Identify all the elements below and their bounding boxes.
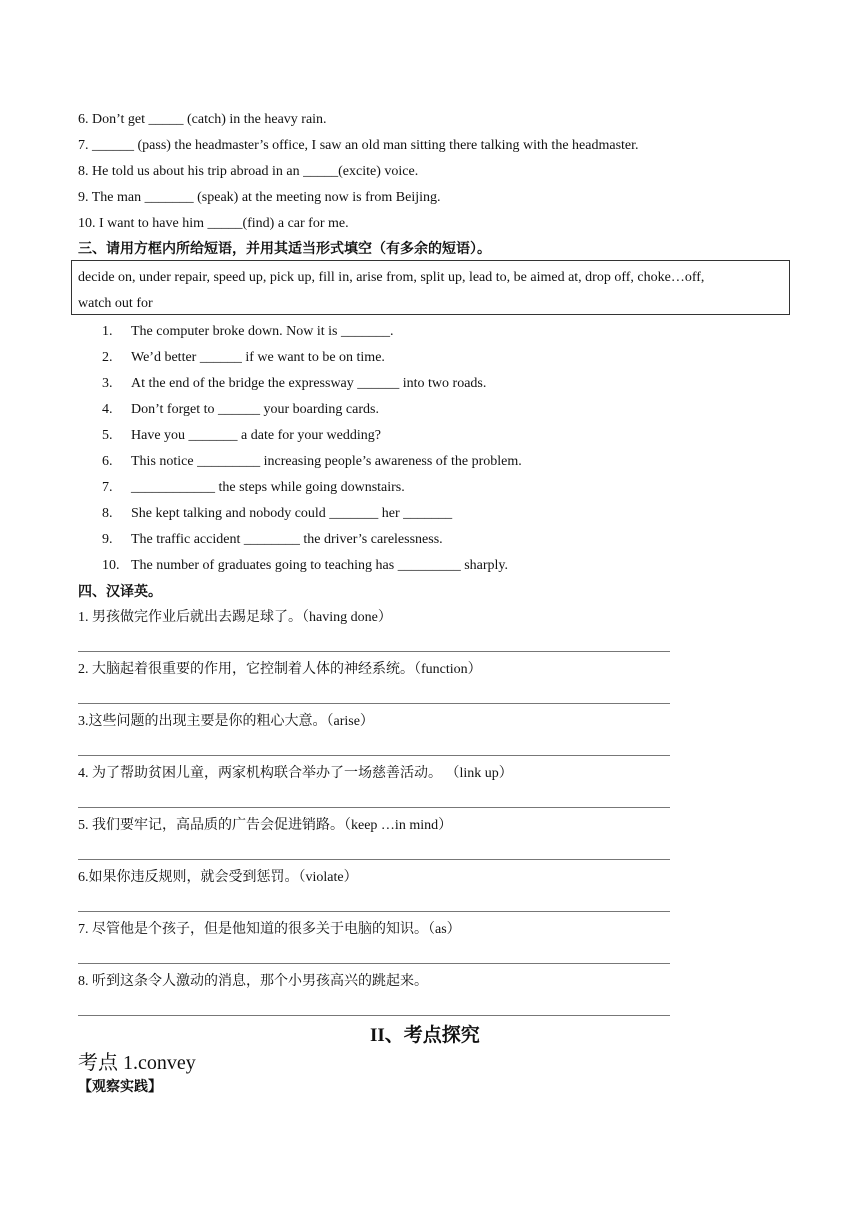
phrase-box-line: decide on, under repair, speed up, pick up, fill in, arise from, split up, lead to, be aimed at, drop off, choke…off, — [78, 270, 705, 285]
exercise-line: 10. I want to have him _____(find) a car for me. — [78, 216, 349, 231]
list-item: We’d better ______ if we want to be on time. — [131, 350, 385, 365]
item-number: 9. — [102, 532, 113, 547]
list-item: Have you _______ a date for your wedding? — [131, 428, 381, 443]
item-number: 5. — [102, 428, 113, 443]
answer-line[interactable] — [78, 911, 670, 912]
translation-prompt: 7. 尽管他是个孩子，但是他知道的很多关于电脑的知识。（as） — [78, 922, 461, 937]
item-number: 10. — [102, 558, 120, 573]
item-number: 6. — [102, 454, 113, 469]
item-number: 8. — [102, 506, 113, 521]
subsection-label: 【观察实践】 — [78, 1079, 162, 1095]
list-item: The traffic accident ________ the driver’s carelessness. — [131, 532, 443, 547]
section-title: II、考点探究 — [370, 1025, 480, 1046]
item-number: 4. — [102, 402, 113, 417]
list-item: The computer broke down. Now it is _______. — [131, 324, 394, 339]
section-heading: 三、请用方框内所给短语，并用其适当形式填空（有多余的短语）。 — [78, 241, 491, 257]
exercise-line: 6. Don’t get _____ (catch) in the heavy rain. — [78, 112, 327, 127]
translation-prompt: 8. 听到这条令人激动的消息，那个小男孩高兴的跳起来。 — [78, 974, 428, 989]
answer-line[interactable] — [78, 859, 670, 860]
item-number: 3. — [102, 376, 113, 391]
item-number: 1. — [102, 324, 113, 339]
item-number: 2. — [102, 350, 113, 365]
translation-prompt: 5. 我们要牢记，高品质的广告会促进销路。（keep …in mind） — [78, 818, 453, 833]
list-item: This notice _________ increasing people’s awareness of the problem. — [131, 454, 522, 469]
item-number: 7. — [102, 480, 113, 495]
exercise-line: 7. ______ (pass) the headmaster’s office, I saw an old man sitting there talking with the headmaster. — [78, 138, 639, 153]
list-item: At the end of the bridge the expressway ______ into two roads. — [131, 376, 487, 391]
list-item: She kept talking and nobody could _______ her _______ — [131, 506, 453, 521]
answer-line[interactable] — [78, 1015, 670, 1016]
exercise-line: 9. The man _______ (speak) at the meeting now is from Beijing. — [78, 190, 441, 205]
translation-prompt: 1. 男孩做完作业后就出去踢足球了。（having done） — [78, 610, 392, 625]
translation-prompt: 2. 大脑起着很重要的作用，它控制着人体的神经系统。（function） — [78, 662, 482, 677]
phrase-box-line: watch out for — [78, 296, 153, 311]
translation-prompt: 3.这些问题的出现主要是你的粗心大意。（arise） — [78, 714, 374, 729]
answer-line[interactable] — [78, 963, 670, 964]
list-item: The number of graduates going to teaching has _________ sharply. — [131, 558, 509, 573]
list-item: ____________ the steps while going downstairs. — [131, 480, 405, 495]
section-heading: 四、汉译英。 — [78, 584, 162, 600]
answer-line[interactable] — [78, 755, 670, 756]
exercise-line: 8. He told us about his trip abroad in an _____(excite) voice. — [78, 164, 419, 179]
list-item: Don’t forget to ______ your boarding cards. — [131, 402, 379, 417]
translation-prompt: 6.如果你违反规则，就会受到惩罚。（violate） — [78, 870, 358, 885]
topic-heading: 考点 1.convey — [78, 1052, 196, 1074]
answer-line[interactable] — [78, 703, 670, 704]
answer-line[interactable] — [78, 651, 670, 652]
answer-line[interactable] — [78, 807, 670, 808]
translation-prompt: 4. 为了帮助贫困儿童，两家机构联合举办了一场慈善活动。 （link up） — [78, 766, 513, 781]
